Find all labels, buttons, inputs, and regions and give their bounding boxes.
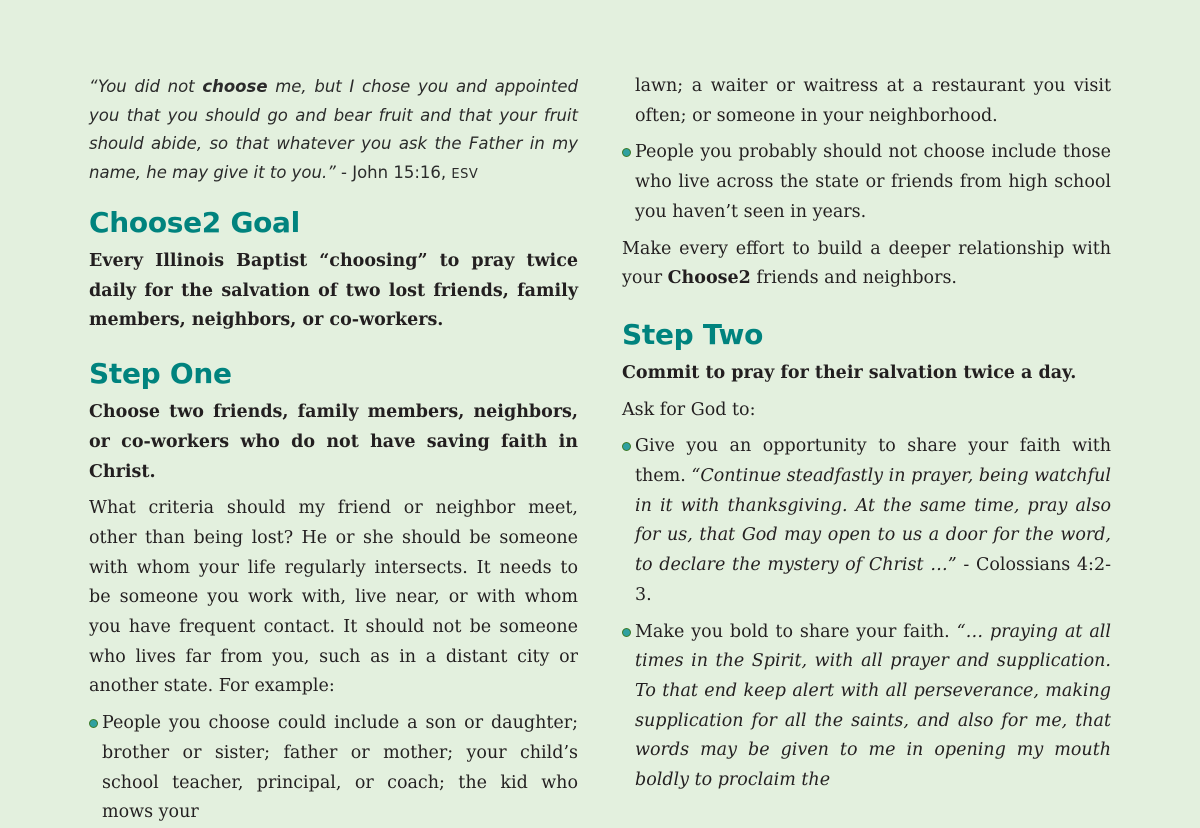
quote-reference: - John 15:16, bbox=[335, 162, 452, 182]
list-item-continued: lawn; a waiter or waitress at a restaurant you visit often; or someone in your neighborhood. bbox=[635, 76, 1111, 126]
list-item-reference: - Colossians 4:2-3. bbox=[635, 555, 1112, 605]
list-item bbox=[622, 138, 1111, 227]
list-item bbox=[89, 709, 578, 828]
step-one-heading: Step One bbox=[89, 357, 232, 391]
quote-text-continued: me, but I chose you and appointed you that you should go and bear fruit and that your fruit should abide, so that whatever you ask the Father in my name, he may give it to you.” bbox=[89, 77, 578, 182]
step-two-intro: Commit to pray for their salvation twice a day. bbox=[622, 362, 1077, 383]
list-item-text: People you choose could include a son or daughter; brother or sister; father or mother; your child’s school teacher, principal, or coach; the kid who mows your bbox=[102, 713, 578, 823]
goal-heading: Choose2 Goal bbox=[89, 206, 300, 239]
goal-text: Every Illinois Baptist “choosing” to pray twice daily for the salvation of two lost friends, family members, neighbors, or co-workers. bbox=[89, 251, 578, 331]
bullet-icon bbox=[622, 442, 631, 451]
step-two-heading: Step Two bbox=[622, 317, 764, 351]
list-item-text bbox=[635, 618, 1111, 796]
right-column bbox=[622, 72, 1111, 796]
effort-text: Make every effort to build a deeper relationship with your bbox=[622, 238, 1111, 289]
list-item-text: People you probably should not choose include those who live across the state or friends from high school you haven’t seen in years. bbox=[635, 142, 1111, 222]
bullet-icon bbox=[622, 148, 631, 157]
scripture-quote bbox=[89, 73, 578, 189]
quote-emphasis: choose bbox=[202, 77, 268, 96]
list-item bbox=[622, 432, 1111, 610]
list-item-text bbox=[635, 432, 1111, 610]
effort-paragraph bbox=[622, 235, 1111, 294]
left-column bbox=[89, 72, 578, 828]
list-item-lead: Give you an opportunity to share your faith with them. bbox=[635, 436, 1111, 487]
effort-text-continued: friends and neighbors. bbox=[750, 268, 957, 289]
list-item-quote: “Continue steadfastly in prayer, being watchful in it with thanksgiving. At the same time, pray also for us, that God may open to us a door for the word, to declare the mystery of Christ …” bbox=[635, 466, 1111, 576]
effort-emphasis: Choose2 bbox=[667, 268, 751, 289]
ask-text: Ask for God to: bbox=[622, 399, 756, 420]
quote-text: “You did not bbox=[89, 77, 203, 96]
list-item-quote: “… praying at all times in the Spirit, with all prayer and supplication. To that end keep alert with all perseverance, making supplication for all the saints, and also for me, that words may be given to me in opening my mouth boldly to proclaim the bbox=[635, 621, 1112, 791]
bullet-icon bbox=[622, 628, 631, 637]
list-item bbox=[622, 618, 1111, 796]
bullet-icon bbox=[89, 719, 98, 728]
list-item-lead: Make you bold to share your faith. bbox=[635, 621, 957, 642]
quote-version: ESV bbox=[451, 166, 479, 182]
step-one-intro: Choose two friends, family members, neighbors, or co-workers who do not have saving faith in Christ. bbox=[89, 402, 578, 482]
step-one-body: What criteria should my friend or neighbor meet, other than being lost? He or she should be someone with whom your life regularly intersects. It needs to be someone you work with, live near, or with whom you have frequent contact. It should not be someone who lives far from you, such as in a distant city or another state. For example: bbox=[89, 498, 578, 697]
